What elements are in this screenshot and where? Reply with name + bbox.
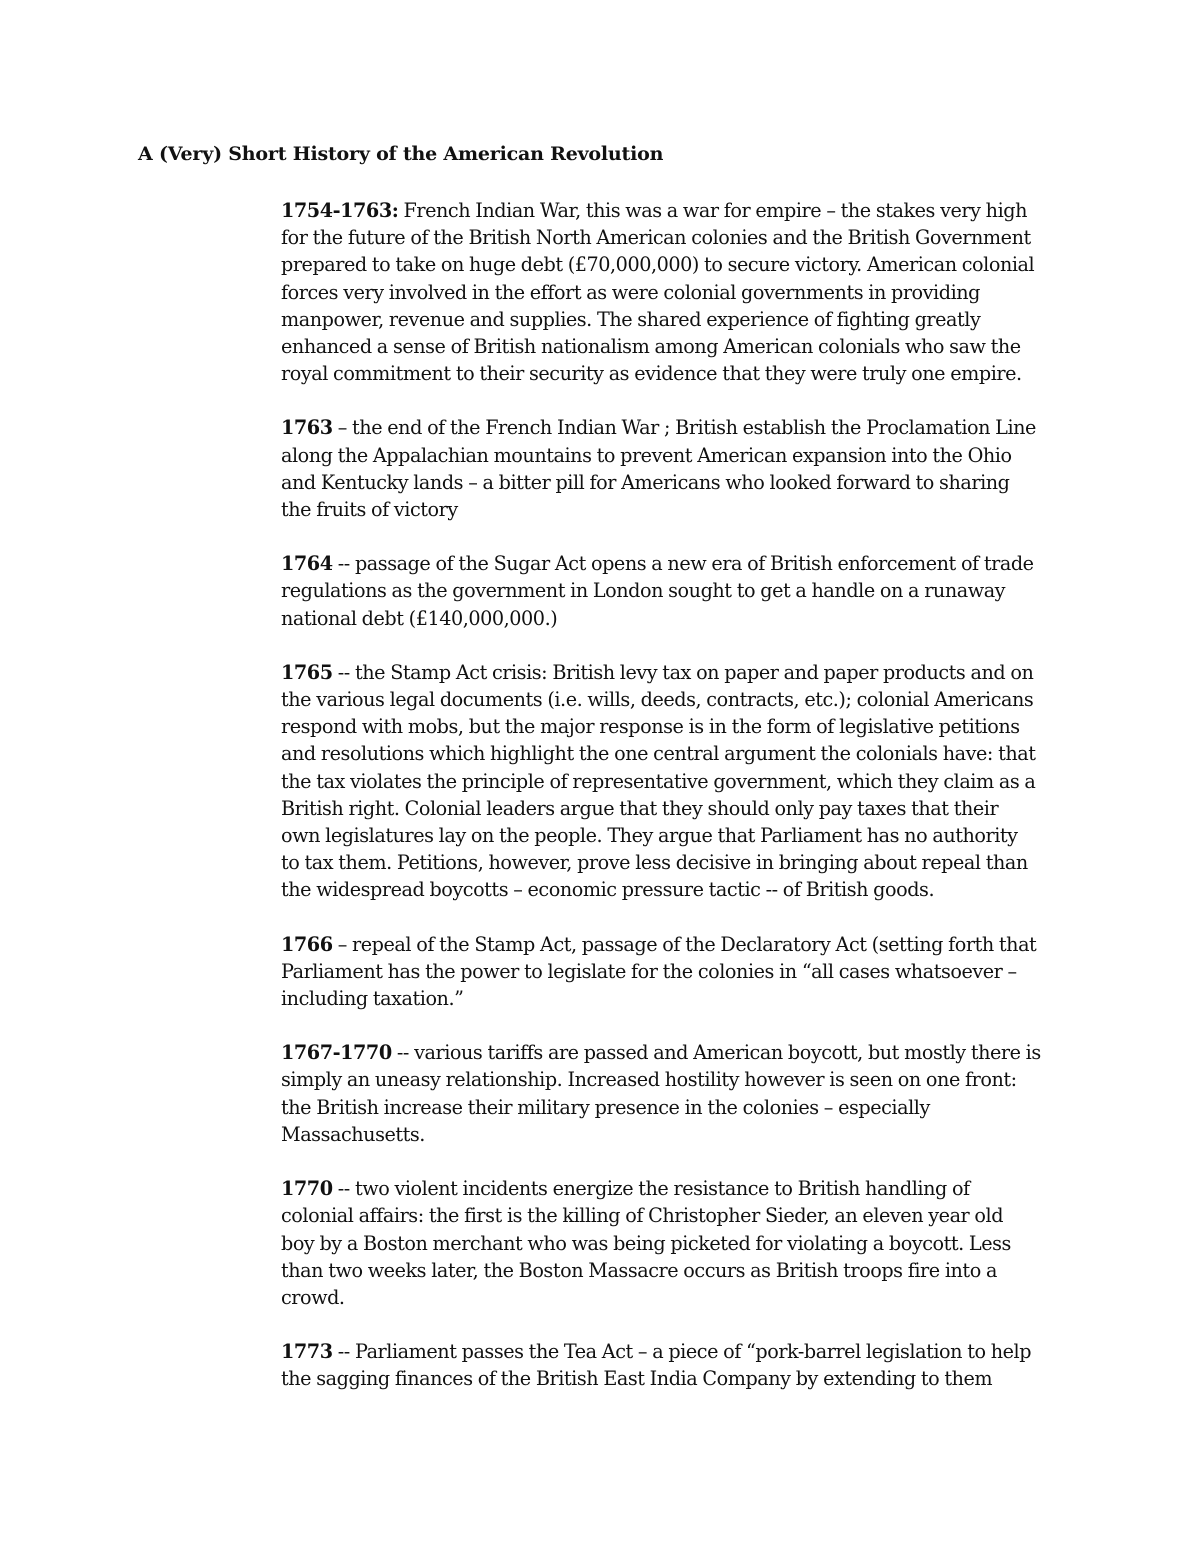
entry-text: -- Parliament passes the Tea Act – a piece of “pork-barrel legislation to help (332, 1340, 1032, 1364)
entry-line: boy by a Boston merchant who was being picketed for violating a boycott. Less (281, 1231, 1011, 1255)
timeline-entry-1767-1770 (281, 1039, 1071, 1148)
entry-line: own legislatures lay on the people. They argue that Parliament has no authority (281, 824, 1018, 848)
entry-line: the sagging finances of the British East India Company by extending to them (281, 1367, 993, 1391)
entry-text: French Indian War, this was a war for empire – the stakes very high (398, 199, 1027, 222)
timeline-entry-1754-1763 (281, 197, 1071, 387)
entry-year: 1773 (281, 1340, 333, 1364)
entry-text: -- passage of the Sugar Act opens a new era of British enforcement of trade (332, 552, 1034, 576)
entry-line: royal commitment to their security as evidence that they were truly one empire. (281, 362, 1022, 386)
timeline-entry-1765 (281, 659, 1071, 904)
entry-line: simply an uneasy relationship. Increased hostility however is seen on one front: (281, 1068, 1017, 1092)
entry-line: regulations as the government in London sought to get a handle on a runaway (281, 579, 1006, 603)
entry-line: to tax them. Petitions, however, prove less decisive in bringing about repeal than (281, 851, 1028, 875)
entry-line: the widespread boycotts – economic pressure tactic -- of British goods. (281, 878, 935, 902)
entry-line: the fruits of victory (281, 498, 458, 522)
entry-line (281, 931, 1071, 958)
timeline-entry-1764 (281, 550, 1071, 632)
entry-year: 1770 (281, 1177, 333, 1201)
entry-line (281, 659, 1071, 686)
timeline-entry-1763 (281, 414, 1071, 523)
entry-line: and Kentucky lands – a bitter pill for Americans who looked forward to sharing (281, 470, 1010, 494)
entry-line: and resolutions which highlight the one central argument the colonials have: that (281, 742, 1036, 766)
timeline-entries (281, 197, 1071, 1420)
entry-year: 1764 (281, 552, 333, 576)
entry-line: the British increase their military presence in the colonies – especially (281, 1095, 930, 1119)
entry-text: – the end of the French Indian War ; British establish the Proclamation Line (332, 416, 1036, 440)
entry-text: -- the Stamp Act crisis: British levy tax on paper and paper products and on (332, 660, 1034, 684)
document-title: A (Very) Short History of the American Revolution (138, 143, 664, 165)
entry-line: respond with mobs, but the major response is in the form of legislative petitions (281, 715, 1020, 739)
entry-line: manpower, revenue and supplies. The shared experience of fighting greatly (281, 307, 981, 331)
entry-year: 1767-1770 (281, 1041, 392, 1065)
timeline-entry-1770 (281, 1175, 1071, 1311)
entry-year: 1765 (281, 660, 333, 684)
timeline-entry-1766 (281, 931, 1071, 1013)
entry-line: colonial affairs: the first is the killing of Christopher Sieder, an eleven year old (281, 1204, 1004, 1228)
entry-year: 1754-1763: (281, 199, 399, 222)
entry-line: Parliament has the power to legislate for the colonies in “all cases whatsoever – (281, 959, 1017, 983)
entry-line: national debt (£140,000,000.) (281, 606, 558, 630)
entry-line: along the Appalachian mountains to prevent American expansion into the Ohio (281, 443, 1012, 467)
entry-line (281, 414, 1071, 441)
entry-line: British right. Colonial leaders argue that they should only pay taxes that their (281, 796, 999, 820)
entry-line: for the future of the British North American colonies and the British Government (281, 226, 1031, 250)
entry-text: -- various tariffs are passed and American boycott, but mostly there is (391, 1041, 1041, 1065)
timeline-entry-1773 (281, 1338, 1071, 1392)
entry-line: than two weeks later, the Boston Massacre occurs as British troops fire into a (281, 1258, 997, 1282)
entry-line: forces very involved in the effort as were colonial governments in providing (281, 280, 980, 304)
entry-text: -- two violent incidents energize the resistance to British handling of (332, 1177, 970, 1201)
entry-line: prepared to take on huge debt (£70,000,000) to secure victory. American colonial (281, 253, 1035, 277)
entry-line (281, 1175, 1071, 1202)
entry-year: 1763 (281, 416, 333, 440)
entry-line: Massachusetts. (281, 1122, 425, 1146)
entry-text: – repeal of the Stamp Act, passage of the Declaratory Act (setting forth that (332, 932, 1037, 956)
entry-line (281, 197, 1071, 224)
entry-line (281, 1039, 1071, 1066)
entry-line (281, 1338, 1071, 1365)
entry-line: the various legal documents (i.e. wills, deeds, contracts, etc.); colonial Americans (281, 688, 1034, 712)
entry-line: enhanced a sense of British nationalism among American colonials who saw the (281, 335, 1021, 359)
entry-line (281, 550, 1071, 577)
entry-line: the tax violates the principle of representative government, which they claim as a (281, 769, 1036, 793)
entry-line: crowd. (281, 1285, 345, 1309)
entry-line: including taxation.” (281, 987, 464, 1011)
entry-year: 1766 (281, 932, 333, 956)
